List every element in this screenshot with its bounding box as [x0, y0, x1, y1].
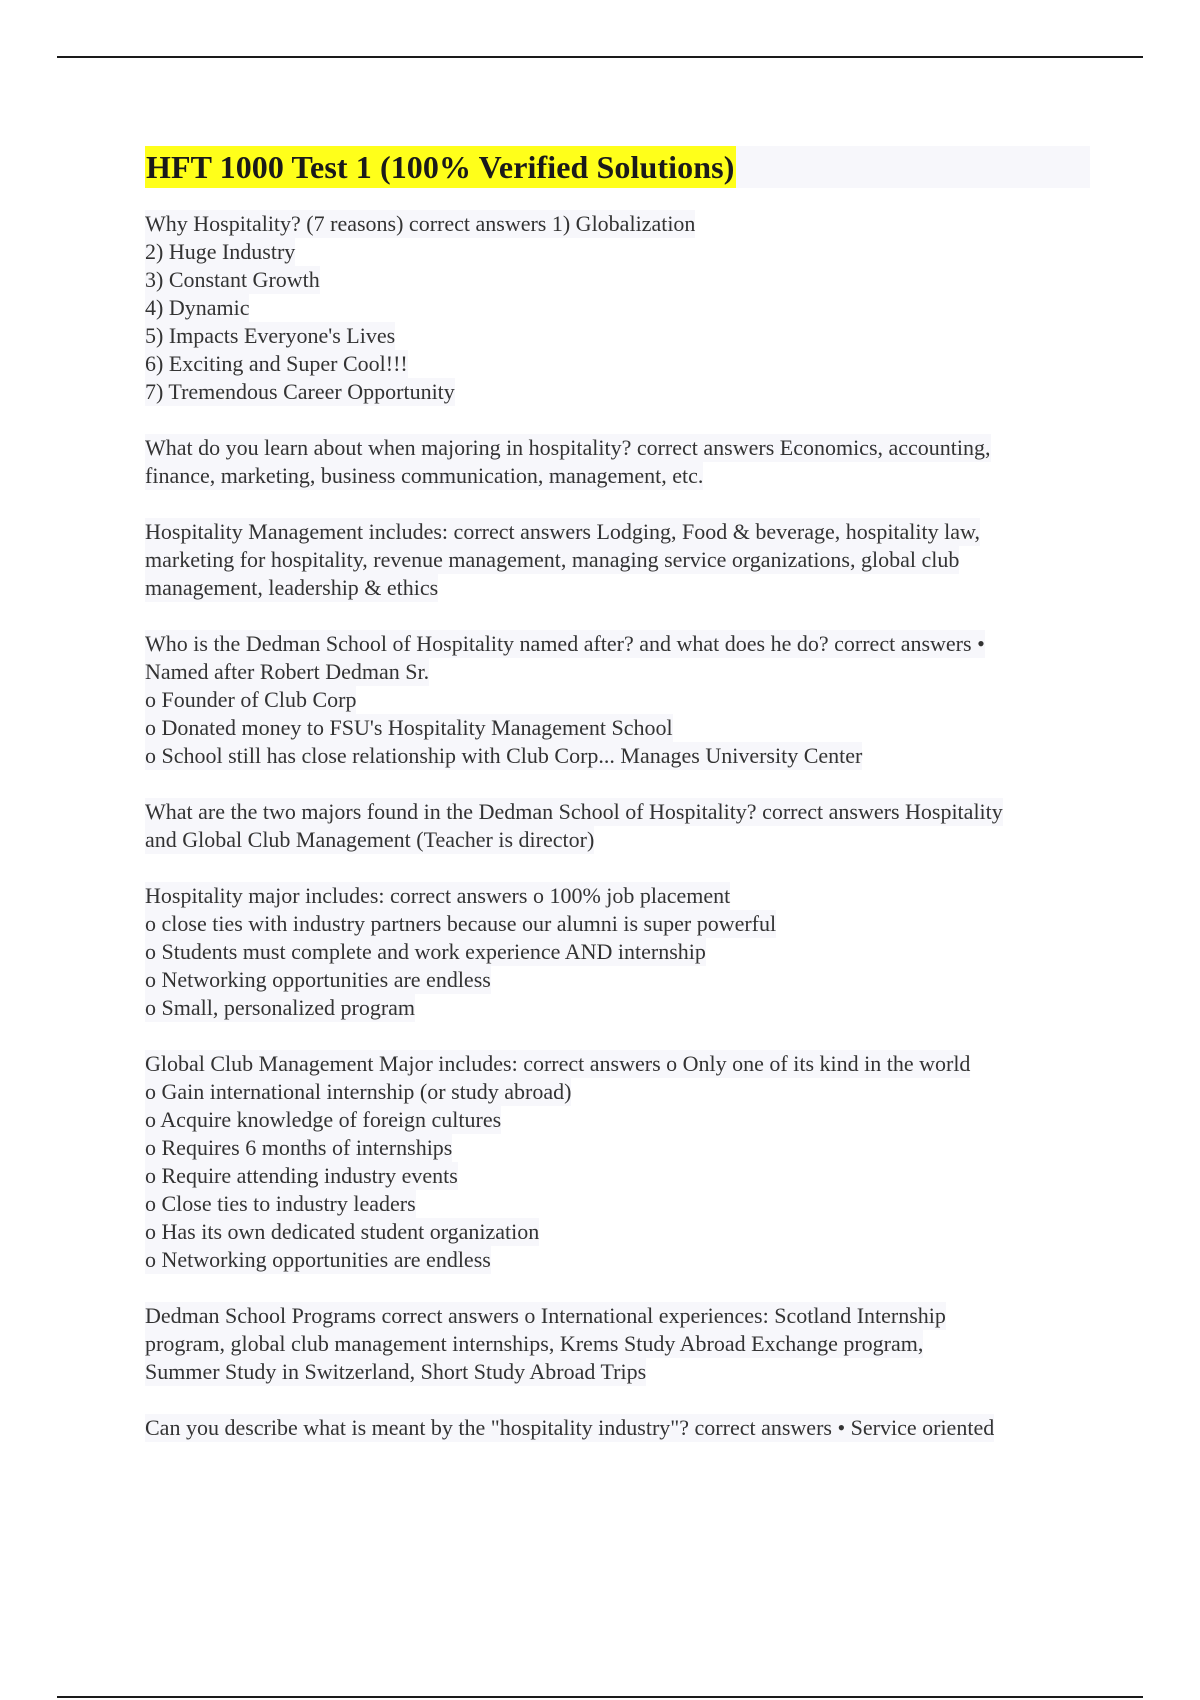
bottom-rule: [57, 1696, 1143, 1698]
qa-line: o Networking opportunities are endless: [145, 1247, 491, 1272]
qa-line: program, global club management internships, Krems Study Abroad Exchange program,: [145, 1331, 924, 1356]
qa-line: marketing for hospitality, revenue management, managing service organizations, global club: [145, 547, 960, 572]
qa-line: Hospitality Management includes: correct answers Lodging, Food & beverage, hospitality law,: [145, 519, 980, 544]
qa-line: o Small, personalized program: [145, 995, 416, 1020]
qa-line: o Has its own dedicated student organization: [145, 1219, 540, 1244]
qa-line: and Global Club Management (Teacher is director): [145, 827, 595, 852]
document-title: HFT 1000 Test 1 (100% Verified Solutions): [145, 146, 736, 188]
qa-line: What are the two majors found in the Dedman School of Hospitality? correct answers Hospitality: [145, 799, 1003, 824]
qa-line: 5) Impacts Everyone's Lives: [145, 323, 396, 348]
qa-line: Summer Study in Switzerland, Short Study Abroad Trips: [145, 1359, 647, 1384]
qa-line: o Requires 6 months of internships: [145, 1135, 453, 1160]
qa-line: Who is the Dedman School of Hospitality named after? and what does he do? correct answers •: [145, 631, 985, 656]
qa-block: [145, 1414, 1090, 1442]
qa-line: o Gain international internship (or study abroad): [145, 1079, 572, 1104]
qa-line: management, leadership & ethics: [145, 575, 439, 600]
qa-line: What do you learn about when majoring in hospitality? correct answers Economics, accounting,: [145, 435, 991, 460]
qa-block: [145, 518, 1090, 602]
qa-list: [145, 210, 1090, 1442]
qa-line: Why Hospitality? (7 reasons) correct answers 1) Globalization: [145, 211, 696, 236]
qa-block: [145, 1302, 1090, 1386]
qa-line: o School still has close relationship with Club Corp... Manages University Center: [145, 743, 863, 768]
qa-block: [145, 1050, 1090, 1274]
qa-line: o Founder of Club Corp: [145, 687, 357, 712]
qa-line: Global Club Management Major includes: correct answers o Only one of its kind in the world: [145, 1051, 971, 1076]
qa-block: [145, 798, 1090, 854]
qa-line: 2) Huge Industry: [145, 239, 296, 264]
document-body: [145, 146, 1090, 1470]
qa-line: Hospitality major includes: correct answers o 100% job placement: [145, 883, 731, 908]
qa-line: 4) Dynamic: [145, 295, 250, 320]
qa-line: 6) Exciting and Super Cool!!!: [145, 351, 408, 376]
qa-line: o Networking opportunities are endless: [145, 967, 491, 992]
qa-block: [145, 882, 1090, 1022]
qa-block: [145, 434, 1090, 490]
qa-line: Dedman School Programs correct answers o International experiences: Scotland Internship: [145, 1303, 946, 1328]
qa-line: o Acquire knowledge of foreign cultures: [145, 1107, 502, 1132]
qa-line: 3) Constant Growth: [145, 267, 320, 292]
qa-line: 7) Tremendous Career Opportunity: [145, 379, 455, 404]
qa-line: o Require attending industry events: [145, 1163, 458, 1188]
qa-line: Can you describe what is meant by the "hospitality industry"? correct answers • Service oriented: [145, 1415, 995, 1440]
qa-line: finance, marketing, business communication, management, etc.: [145, 463, 704, 488]
qa-block: [145, 630, 1090, 770]
qa-line: o close ties with industry partners because our alumni is super powerful: [145, 911, 777, 936]
qa-line: Named after Robert Dedman Sr.: [145, 659, 430, 684]
qa-line: o Close ties to industry leaders: [145, 1191, 416, 1216]
qa-line: o Donated money to FSU's Hospitality Management School: [145, 715, 673, 740]
top-rule: [57, 56, 1143, 58]
title-bar: [145, 146, 1090, 188]
qa-line: o Students must complete and work experience AND internship: [145, 939, 706, 964]
qa-block: [145, 210, 1090, 406]
